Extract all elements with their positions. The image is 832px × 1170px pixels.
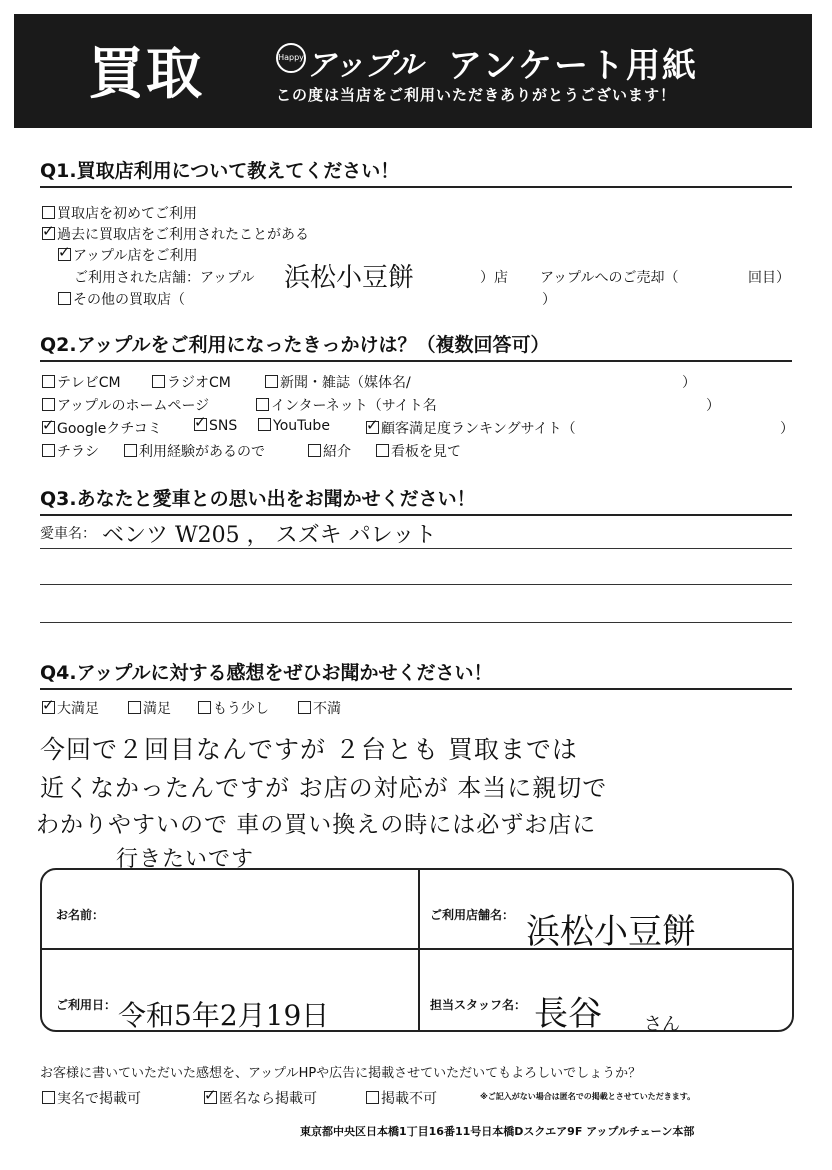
q1-store-suffix: ）店 [480, 270, 508, 286]
checkbox[interactable] [308, 444, 321, 457]
checkbox-checked[interactable] [42, 421, 55, 434]
divider [40, 514, 792, 516]
ruled-line [40, 584, 792, 585]
box-divider-vertical [418, 870, 420, 1030]
q3-car-value[interactable]: ベンツ W205 ， スズキ パレット [102, 523, 437, 548]
form-title: アンケート用紙 [448, 46, 698, 86]
q4-opt-somewhat[interactable]: もう少し [198, 698, 269, 718]
q4-opt-satisfied[interactable]: 満足 [128, 698, 171, 718]
q1-opt-first[interactable]: 買取店を初めてご利用 [42, 203, 197, 223]
consent-opt-anonymous[interactable]: ✓ 匿名なら掲載可 [204, 1088, 317, 1108]
q1-other-close: ） [542, 292, 556, 308]
staff-value[interactable]: 長谷 [534, 994, 602, 1034]
store-name-value[interactable]: 浜松小豆餅 [526, 912, 696, 952]
q2-opt-internet[interactable]: インターネット（サイト名 [256, 395, 437, 415]
checkbox[interactable] [376, 444, 389, 457]
ruled-line [40, 622, 792, 623]
q2-opt-homepage[interactable]: アップルのホームページ [42, 395, 209, 415]
q4-opt-unsatisfied[interactable]: 不満 [298, 698, 341, 718]
store-name-label: ご利用店舗名： [430, 908, 515, 922]
q4-comment-line[interactable]: 行きたいです [116, 847, 255, 872]
q4-comment-line[interactable]: わかりやすいので 車の買い換えの時には必ずお店に [36, 812, 597, 838]
q2-row2-close: ） [706, 398, 720, 414]
q1-opt-apple[interactable]: ✓アップル店をご利用 [58, 245, 197, 265]
checkbox[interactable] [258, 418, 271, 431]
checkbox[interactable] [124, 444, 137, 457]
q4-comment-line[interactable]: 近くなかったんですが お店の対応が 本当に親切で [40, 774, 608, 802]
checkbox[interactable] [42, 1091, 55, 1104]
q3-car-label: 愛車名： [40, 526, 96, 542]
checkbox[interactable] [198, 701, 211, 714]
checkbox[interactable] [256, 398, 269, 411]
brand-badge: Happy [276, 43, 306, 73]
checkbox[interactable] [58, 292, 71, 305]
checkbox[interactable] [42, 375, 55, 388]
name-label: お名前： [56, 908, 105, 922]
date-value[interactable]: 令和5年2月19日 [118, 999, 330, 1032]
logo-kaitori: 買取 [88, 42, 204, 107]
consent-note: ※ご記入がない場合は匿名での掲載とさせていただきます。 [480, 1092, 696, 1101]
q2-opt-referral[interactable]: 紹介 [308, 441, 351, 461]
staff-suffix: さん [644, 1014, 680, 1035]
q2-opt-google[interactable]: ✓Googleクチコミ [42, 418, 162, 438]
q1-store-label: ご利用された店舗：アップル [74, 270, 255, 286]
q2-opt-experience[interactable]: 利用経験があるので [124, 441, 265, 461]
divider [40, 360, 792, 362]
q2-row3-close: ） [780, 421, 794, 437]
q1-opt-past[interactable]: ✓過去に買取店をご利用されたことがある [42, 224, 309, 244]
q2-opt-signboard[interactable]: 看板を見て [376, 441, 461, 461]
checkbox-checked[interactable] [42, 227, 55, 240]
checkbox-checked[interactable] [58, 248, 71, 261]
q1-store-value[interactable]: 浜松小豆餅 [284, 263, 415, 293]
q4-comment-line[interactable]: 今回で２回目なんですが ２台とも 買取までは [40, 735, 578, 764]
q2-opt-tvcm[interactable]: テレビCM [42, 372, 121, 392]
brand-name: アップル [306, 48, 423, 83]
date-label: ご利用日： [56, 998, 117, 1012]
checkbox[interactable] [128, 701, 141, 714]
q2-opt-ranking[interactable]: ✓ 顧客満足度ランキングサイト（ [366, 418, 576, 438]
checkbox[interactable] [42, 398, 55, 411]
q4-opt-very-satisfied[interactable]: ✓大満足 [42, 698, 99, 718]
divider [40, 186, 792, 188]
consent-opt-realname[interactable]: 実名で掲載可 [42, 1088, 141, 1108]
checkbox-checked[interactable] [42, 701, 55, 714]
form-subtitle: この度は当店をご利用いただきありがとうございます！ [276, 86, 677, 104]
q3-title: Q3.あなたと愛車との思い出をお聞かせください！ [40, 488, 476, 510]
q1-opt-other[interactable]: その他の買取店（ [58, 289, 185, 309]
q2-opt-flyer[interactable]: チラシ [42, 441, 99, 461]
consent-question: お客様に書いていただいた感想を、アップルHPや広告に掲載させていただいてもよろしいでしょうか？ [40, 1066, 642, 1081]
checkbox-checked[interactable] [366, 421, 379, 434]
checkbox[interactable] [265, 375, 278, 388]
checkbox-checked[interactable] [194, 418, 207, 431]
q2-opt-radiocm[interactable]: ラジオCM [152, 372, 231, 392]
q2-opt-sns[interactable]: ✓ SNS [194, 418, 237, 434]
checkbox-checked[interactable] [204, 1091, 217, 1104]
q1-title: Q1.買取店利用について教えてください！ [40, 160, 400, 182]
checkbox[interactable] [42, 206, 55, 219]
q2-title: Q2.アップルをご利用になったきっかけは？（複数回答可） [40, 334, 550, 356]
q4-title: Q4.アップルに対する感想をぜひお聞かせください！ [40, 662, 493, 684]
ruled-line [40, 548, 792, 549]
checkbox[interactable] [366, 1091, 379, 1104]
q2-opt-youtube[interactable]: YouTube [258, 418, 330, 434]
checkbox[interactable] [298, 701, 311, 714]
checkbox[interactable] [42, 444, 55, 457]
checkbox[interactable] [152, 375, 165, 388]
staff-label: 担当スタッフ名： [430, 998, 527, 1012]
consent-opt-decline[interactable]: 掲載不可 [366, 1088, 437, 1108]
footer-address: 東京都中央区日本橋1丁目16番11号日本橋Dスクエア9F アップルチェーン本部 [300, 1125, 695, 1138]
q1-sales-label: アップルへのご売却（ [540, 270, 679, 286]
q1-sales-suffix: 回目） [748, 270, 790, 286]
q2-row1-close: ） [682, 375, 696, 391]
divider [40, 688, 792, 690]
q2-opt-newspaper[interactable]: 新聞・雑誌（媒体名/ [265, 372, 411, 392]
